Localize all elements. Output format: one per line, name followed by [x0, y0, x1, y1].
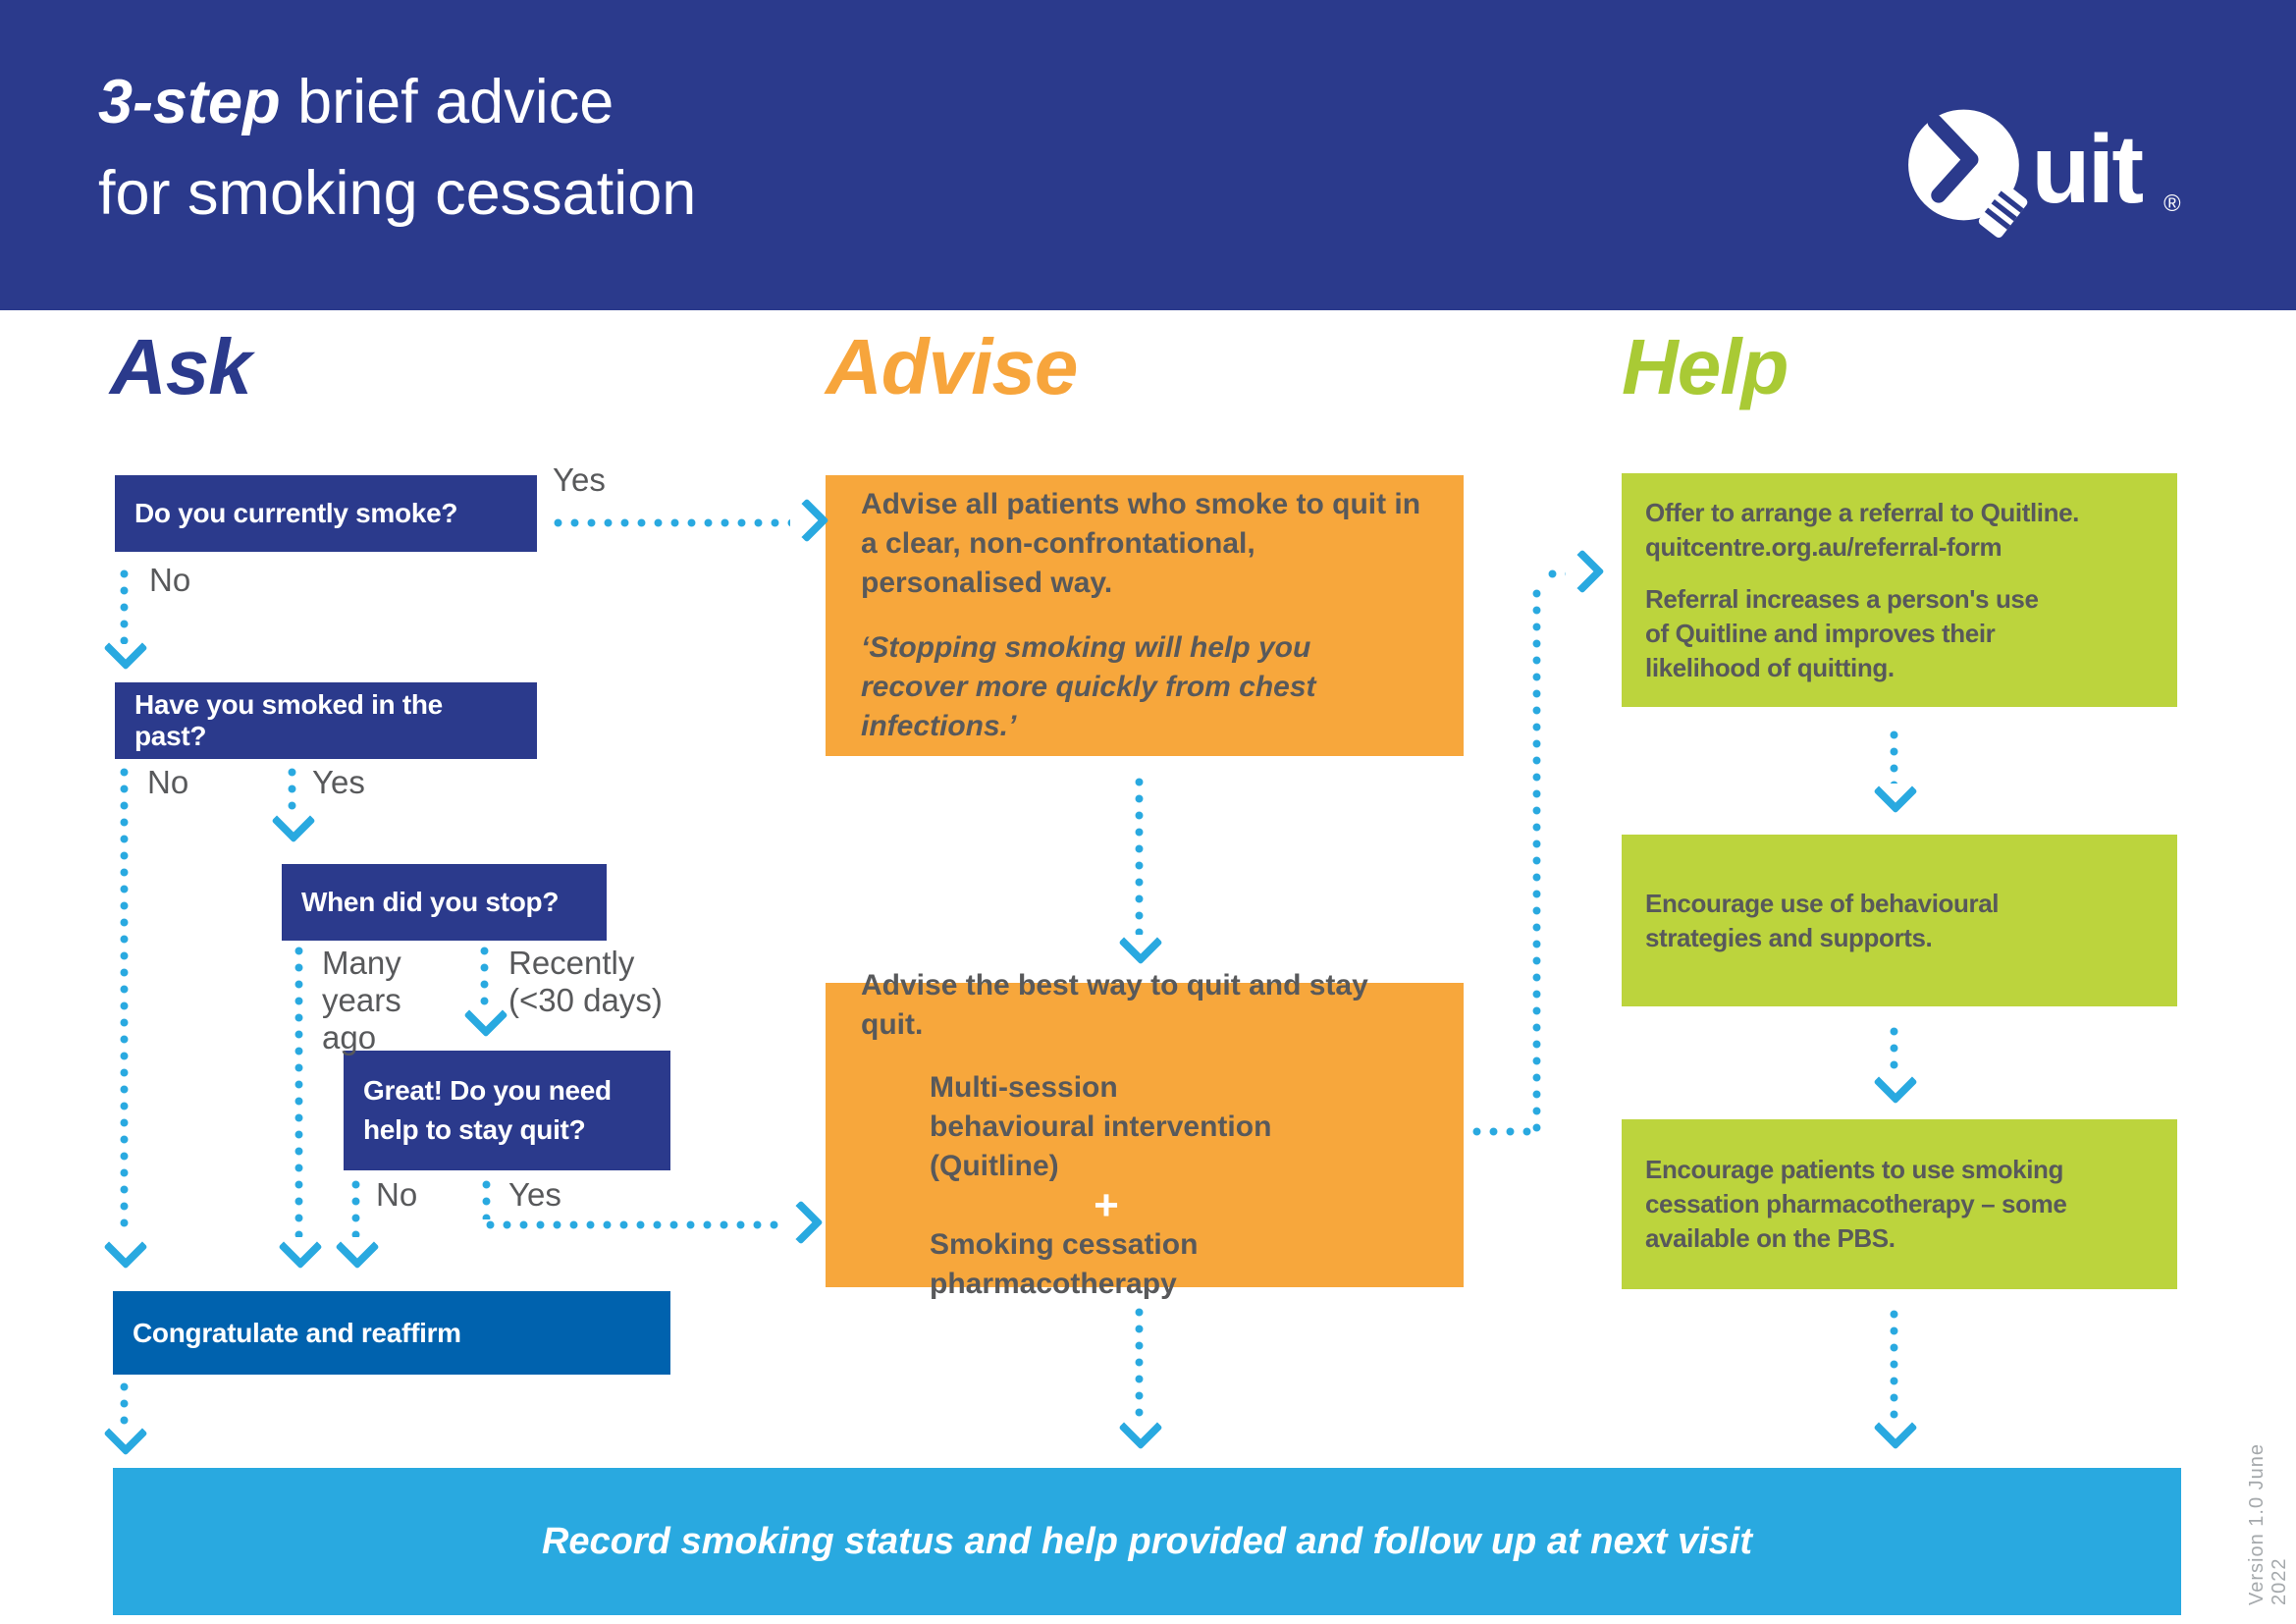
- title-rest: brief advice: [280, 68, 614, 136]
- label-no-stay-quit: No: [376, 1176, 418, 1213]
- label-yes-current: Yes: [553, 461, 606, 498]
- advise-box1-quote: ‘Stopping smoking will help you recover more quickly from chest infections.’: [861, 631, 1316, 742]
- box-congratulate-reaffirm: Congratulate and reaffirm: [113, 1291, 670, 1375]
- header-banner: [0, 0, 2296, 310]
- arrow-down-icon: [335, 1224, 379, 1269]
- arrow-down-icon: [271, 798, 315, 842]
- page-title-line2: for smoking cessation: [98, 159, 697, 228]
- label-yes-stay-quit: Yes: [508, 1176, 561, 1213]
- box-advise-best-way: [826, 969, 1464, 1300]
- arrow-down-icon: [1873, 1059, 1917, 1104]
- box-do-you-currently-smoke: Do you currently smoke?: [115, 475, 537, 552]
- connector-no-past: [120, 764, 129, 1235]
- title-emphasis: 3-step: [98, 68, 281, 136]
- version-text: Version 1.0 June 2022: [2246, 1443, 2290, 1605]
- column-heading-ask: Ask: [110, 323, 251, 410]
- box-great-need-help: Great! Do you need help to stay quit?: [344, 1051, 670, 1170]
- referral-form-link: quitcentre.org.au/referral-form: [1645, 531, 2002, 562]
- advise-option-quitline: Multi-session behavioural intervention (Quitline): [930, 1071, 1272, 1182]
- arrow-down-icon: [103, 625, 147, 670]
- connector-yes-current: [550, 518, 790, 527]
- quit-logo-q-mark: [1908, 110, 2029, 240]
- label-no-current: No: [149, 562, 191, 598]
- box-offer-referral: [1622, 473, 2177, 707]
- connector-yes-stay-quit-h: [482, 1220, 781, 1229]
- plus-icon: +: [1094, 1181, 1119, 1229]
- connector-yes-stay-quit-v: [482, 1176, 491, 1219]
- arrow-down-icon: [103, 1411, 147, 1455]
- connector-advise1-advise2: [1135, 774, 1144, 935]
- advise-option-pharmacotherapy: Smoking cessation pharmacotherapy: [930, 1228, 1199, 1300]
- column-heading-help: Help: [1622, 323, 1789, 410]
- box-when-did-you-stop: When did you stop?: [282, 864, 607, 941]
- label-many-years-ago: Many years ago: [322, 945, 401, 1056]
- box-have-you-smoked-past: Have you smoked in the past?: [115, 682, 537, 759]
- label-no-past: No: [147, 764, 189, 800]
- page-title-line1: [98, 57, 696, 148]
- arrow-down-icon: [463, 993, 507, 1037]
- arrow-right-icon: [784, 498, 828, 542]
- registered-mark: ®: [2163, 191, 2181, 218]
- label-yes-past: Yes: [312, 764, 365, 800]
- arrow-down-icon: [103, 1224, 147, 1269]
- advise-box1-paragraph: Advise all patients who smoke to quit in a clear, non-confrontational, personalised way.: [861, 488, 1421, 599]
- connector-advise-help-bottom: [1468, 1127, 1533, 1136]
- column-heading-advise: Advise: [826, 323, 1078, 410]
- connector-advise-help-vertical: [1532, 585, 1541, 1133]
- page-title: [98, 57, 696, 240]
- connector-help3-banner: [1890, 1306, 1898, 1420]
- quit-logo: [1899, 98, 2194, 241]
- help-box3-text: Encourage patients to use smoking cessation pharmacotherapy – some available on the PBS.: [1645, 1155, 2067, 1253]
- box-encourage-pharmacotherapy: [1622, 1119, 2177, 1289]
- arrow-down-icon: [1873, 1405, 1917, 1449]
- arrow-down-icon: [1118, 1405, 1162, 1449]
- help-box2-text: Encourage use of behavioural strategies and supports.: [1645, 888, 2000, 952]
- label-recently-30-days: Recently (<30 days): [508, 945, 663, 1018]
- connector-advise2-banner: [1135, 1304, 1144, 1420]
- arrow-right-icon: [1560, 549, 1604, 593]
- record-status-banner: Record smoking status and help provided and follow up at next visit: [113, 1468, 2181, 1615]
- help-box1-paragraph: Referral increases a person's use of Quitline and improves their likelihood of quitting.: [1645, 583, 2039, 682]
- arrow-down-icon: [1118, 920, 1162, 964]
- arrow-down-icon: [278, 1224, 322, 1269]
- box-encourage-behavioural: [1622, 835, 2177, 1006]
- box-advise-all-patients: [826, 475, 1464, 756]
- arrow-right-icon: [778, 1200, 823, 1244]
- connector-many-years: [294, 943, 303, 1237]
- quit-logo-wordmark: uit: [2031, 115, 2142, 224]
- arrow-down-icon: [1873, 769, 1917, 813]
- advise-box2-intro: Advise the best way to quit and stay quit.: [861, 969, 1368, 1041]
- help-box1-line1: Offer to arrange a referral to Quitline.: [1645, 497, 2079, 527]
